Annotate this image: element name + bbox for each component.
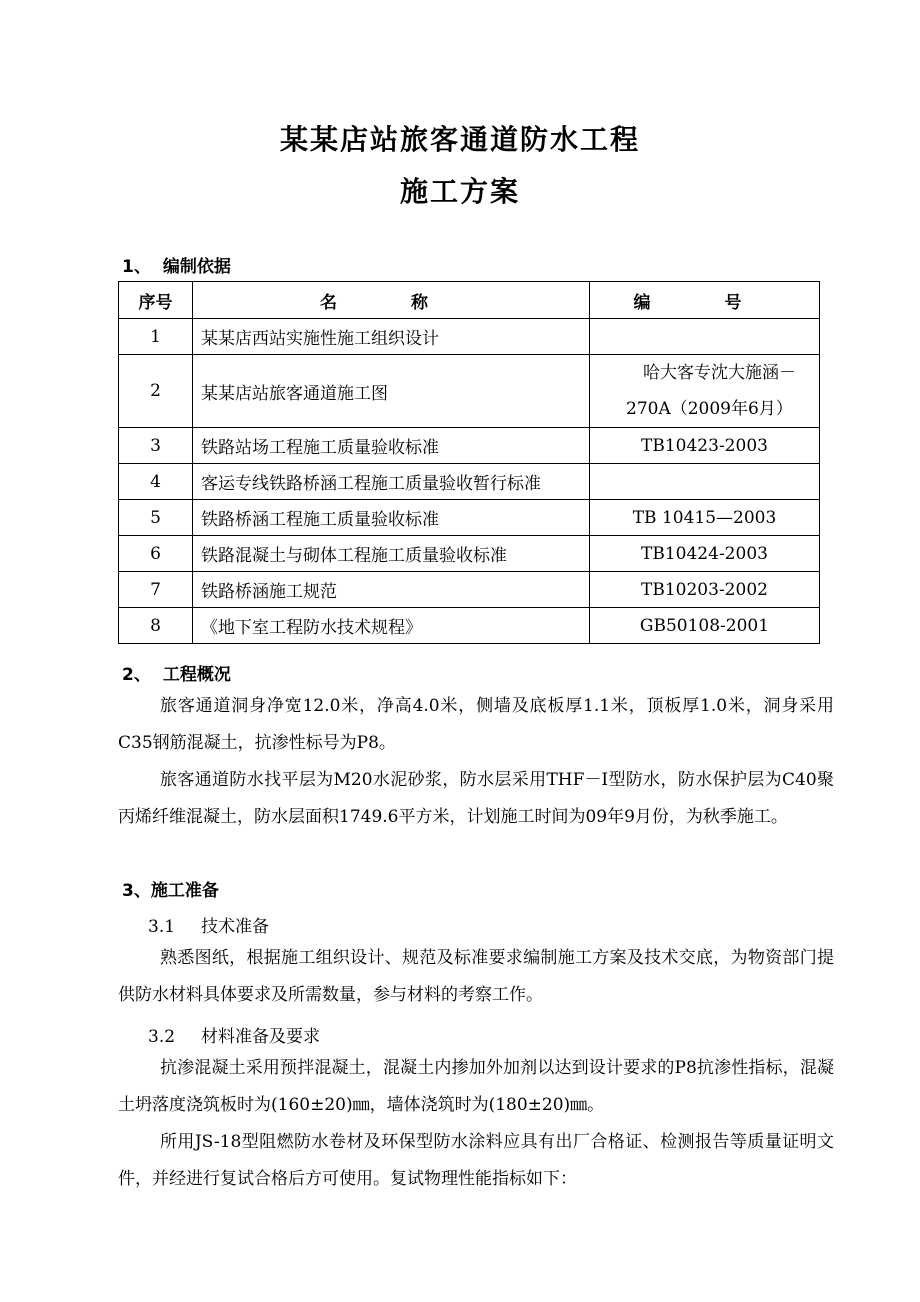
- row-no: 6: [119, 536, 193, 572]
- document-title: 某某店站旅客通道防水工程: [279, 123, 640, 156]
- subsection-3-1: [148, 912, 269, 937]
- section-1-heading: [122, 252, 231, 277]
- section-2-number: 2、: [122, 665, 151, 685]
- row-no: 2: [119, 355, 193, 428]
- row-name: 某某店站旅客通道施工图: [193, 355, 590, 428]
- table-row: [119, 428, 820, 464]
- subsection-3-1-title: 技术准备: [201, 917, 270, 937]
- row-no: 7: [119, 572, 193, 608]
- row-name: 铁路桥涵工程施工质量验收标准: [193, 500, 590, 536]
- row-code: TB 10415—2003: [590, 500, 820, 536]
- section-3-number: 3、: [122, 881, 151, 901]
- tech-prep-paragraph: 熟悉图纸，根据施工组织设计、规范及标准要求编制施工方案及技术交底，为物资部门提供防水材料具体要求及所需数量，参与材料的考察工作。: [118, 948, 834, 1005]
- row-name: 某某店西站实施性施工组织设计: [193, 319, 590, 355]
- row-code: TB10203-2002: [590, 572, 820, 608]
- table-row: [119, 355, 820, 428]
- table-header-row: [119, 282, 820, 319]
- material-paragraph-1: 抗渗混凝土采用预拌混凝土，混凝土内掺加外加剂以达到设计要求的P8抗渗性指标，混凝土坍落度浇筑板时为(160±20)㎜，墙体浇筑时为(180±20)㎜。: [118, 1058, 834, 1115]
- table-row: [119, 464, 820, 500]
- section-1-title: 编制依据: [162, 257, 231, 277]
- row-name: 铁路站场工程施工质量验收标准: [193, 428, 590, 464]
- row-code: GB50108-2001: [590, 608, 820, 644]
- subsection-3-2: [148, 1022, 320, 1047]
- row-name: 铁路混凝土与砌体工程施工质量验收标准: [193, 536, 590, 572]
- row-no: 1: [119, 319, 193, 355]
- row-no: 8: [119, 608, 193, 644]
- subsection-3-2-number: 3.2: [148, 1027, 176, 1047]
- table-row: [119, 319, 820, 355]
- row-no: 4: [119, 464, 193, 500]
- material-paragraph-2: 所用JS-18型阻燃防水卷材及环保型防水涂料应具有出厂合格证、检测报告等质量证明文件，并经进行复试合格后方可使用。复试物理性能指标如下：: [118, 1132, 834, 1189]
- row-no: 5: [119, 500, 193, 536]
- section-3-heading: [122, 876, 219, 901]
- section-2-title: 工程概况: [162, 665, 231, 685]
- section-1-number: 1、: [122, 257, 151, 277]
- overview-paragraph-2: 旅客通道防水找平层为M20水泥砂浆，防水层采用THF－I型防水，防水保护层为C40聚丙烯纤维混凝土，防水层面积1749.6平方米，计划施工时间为09年9月份，为秋季施工。: [118, 770, 834, 827]
- row-name: 客运专线铁路桥涵工程施工质量验收暂行标准: [193, 464, 590, 500]
- row-code: TB10423-2003: [590, 428, 820, 464]
- row-code: [590, 319, 820, 355]
- row-name: 铁路桥涵施工规范: [193, 572, 590, 608]
- document-subtitle: 施工方案: [399, 175, 520, 208]
- table-row: [119, 536, 820, 572]
- subsection-3-1-number: 3.1: [148, 917, 176, 937]
- subsection-3-2-title: 材料准备及要求: [201, 1027, 321, 1047]
- row-no: 3: [119, 428, 193, 464]
- header-no: 序号: [119, 282, 193, 319]
- overview-paragraph-1: 旅客通道洞身净宽12.0米，净高4.0米，侧墙及底板厚1.1米，顶板厚1.0米，洞身采用C35钢筋混凝土，抗渗性标号为P8。: [118, 696, 834, 753]
- row-code-line2: 270A（2009年6月）: [626, 399, 793, 419]
- row-name: 《地下室工程防水技术规程》: [193, 608, 590, 644]
- section-2-heading: [122, 660, 231, 685]
- row-code: [590, 355, 820, 428]
- row-code: TB10424-2003: [590, 536, 820, 572]
- table-row: [119, 572, 820, 608]
- section-3-title: 施工准备: [150, 881, 219, 901]
- table-row: [119, 500, 820, 536]
- header-code: 编 号: [590, 282, 820, 319]
- header-name: 名 称: [193, 282, 590, 319]
- table-row: [119, 608, 820, 644]
- basis-table: [118, 281, 820, 644]
- row-code-line1: 哈大客专沈大施涵－: [643, 363, 796, 383]
- row-code: [590, 464, 820, 500]
